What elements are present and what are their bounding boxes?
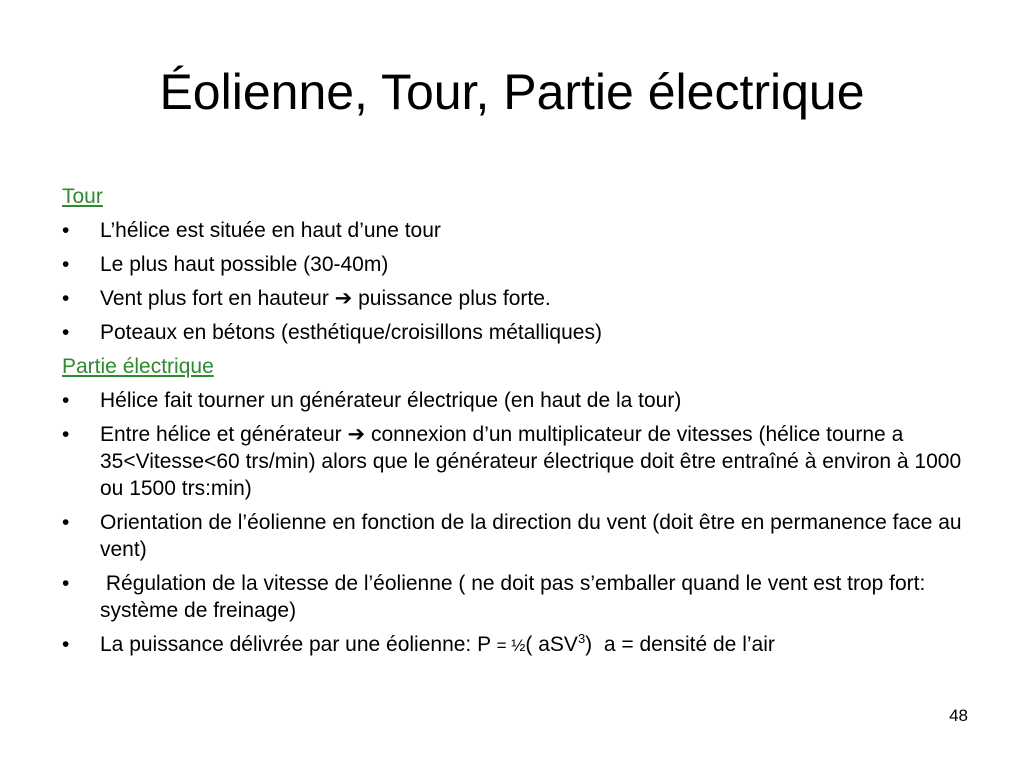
bullet-text: La puissance délivrée par une éolienne: P — [100, 633, 497, 656]
arrow-right-icon: ➔ — [347, 423, 366, 446]
bullet-text: Entre hélice et générateur — [100, 423, 348, 446]
bullet-icon: • — [62, 287, 70, 310]
bullet-text: Hélice fait tourner un générateur électrique (en haut de la tour) — [100, 389, 682, 412]
section-heading-partie-electrique: Partie électrique — [62, 355, 214, 378]
list-item — [62, 217, 977, 244]
list-item — [62, 631, 977, 659]
bullet-text: Régulation de la vitesse de l’éolienne ( ne doit pas s’emballer quand le vent est trop fort: système de freinage) — [100, 572, 932, 622]
bullet-icon: • — [62, 253, 70, 276]
list-item — [62, 387, 977, 414]
bullet-text: Poteaux en bétons (esthétique/croisillons métalliques) — [100, 321, 602, 344]
equation-fragment: = ½ — [496, 636, 526, 655]
bullet-icon: • — [62, 389, 70, 412]
bullet-list-tour — [62, 217, 977, 346]
bullet-list-partie-electrique — [62, 387, 977, 659]
list-item — [62, 421, 977, 502]
bullet-text: L’hélice est située en haut d’une tour — [100, 219, 441, 242]
bullet-icon: • — [62, 423, 70, 446]
section-heading-tour: Tour — [62, 185, 103, 208]
list-item — [62, 319, 977, 346]
slide-title: Éolienne, Tour, Partie électrique — [159, 64, 865, 120]
bullet-text: Vent plus fort en hauteur — [100, 287, 335, 310]
arrow-right-icon: ➔ — [334, 287, 353, 310]
bullet-text: connexion d’un multiplicateur de vitesses (hélice tourne a 35<Vitesse<60 trs/min) alors que le générateur électrique doit être entraîné à environ à 1000 ou 1500 trs:min) — [100, 423, 962, 500]
list-item — [62, 285, 977, 312]
bullet-icon: • — [62, 633, 70, 656]
bullet-text: Orientation de l’éolienne en fonction de la direction du vent (doit être en permanence face au vent) — [100, 511, 962, 561]
list-item — [62, 509, 977, 563]
slide-content — [62, 183, 977, 666]
bullet-text: ) a = densité de l’air — [585, 633, 775, 656]
list-item — [62, 251, 977, 278]
bullet-icon: • — [62, 511, 70, 534]
superscript-exponent: 3 — [577, 631, 586, 646]
bullet-icon: • — [62, 572, 70, 595]
bullet-text: ( aSV — [525, 633, 578, 656]
bullet-text: puissance plus forte. — [352, 287, 551, 310]
page-number: 48 — [949, 706, 968, 725]
bullet-icon: • — [62, 219, 70, 242]
bullet-icon: • — [62, 321, 70, 344]
bullet-text: Le plus haut possible (30-40m) — [100, 253, 389, 276]
list-item — [62, 570, 977, 624]
